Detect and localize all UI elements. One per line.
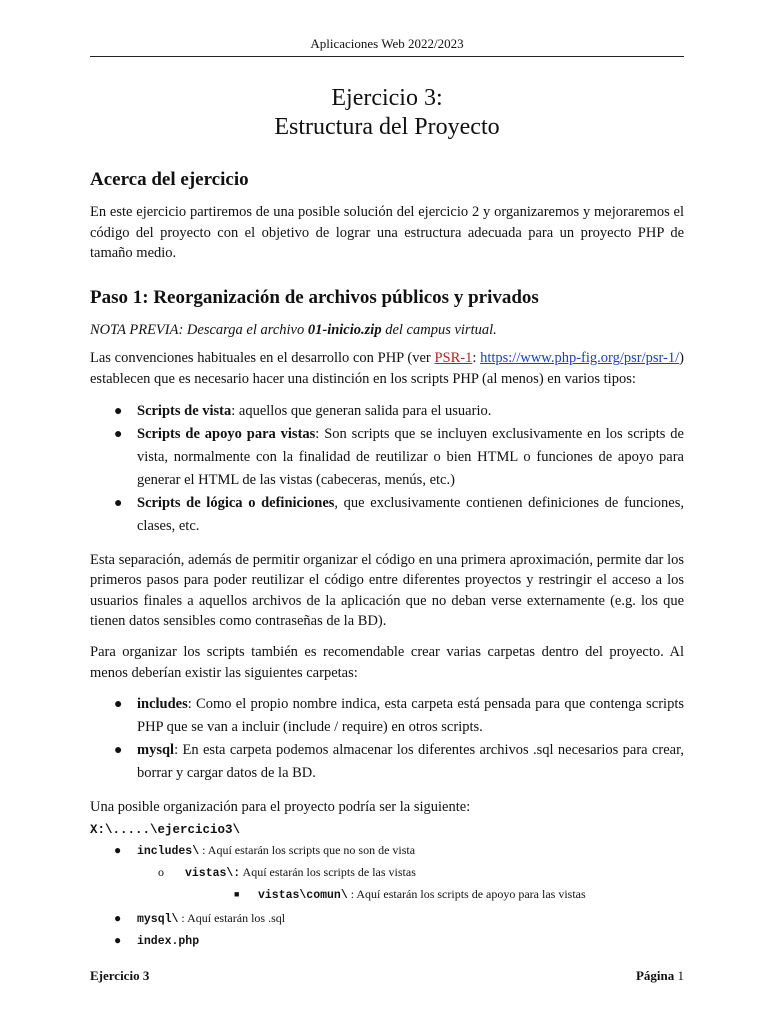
tree-root: X:\.....\ejercicio3\	[90, 822, 241, 837]
folders-intro-paragraph: Para organizar los scripts también es recomendable crear varias carpetas dentro del proyecto. Al menos deberían existir las siguientes carpetas:	[90, 643, 684, 681]
list-item: ● Scripts de lógica o definiciones, que exclusivamente contienen definiciones de funciones, clases, etc.	[90, 492, 684, 538]
footer-left: Ejercicio 3	[90, 968, 150, 983]
bullet-icon: ●	[114, 743, 123, 759]
page-number: 1	[677, 968, 684, 983]
php-fig-url-link[interactable]: https://www.php-fig.org/psr/psr-1/	[480, 350, 680, 367]
conventions-paragraph: Las convenciones habituales en el desarrollo con PHP (ver PSR-1: https://www.php-fig.org/psr/psr-1/) establecen que es necesario hacer una distinción en los scripts PHP (al menos) en varios tipos:	[90, 350, 684, 387]
main-content	[90, 168, 684, 952]
bullet-icon: ●	[114, 842, 122, 857]
list-item: ● includes: Como el propio nombre indica, esta carpeta está pensada para que contenga scripts PHP que se van a incluir (include / require) en otros scripts.	[90, 693, 684, 739]
tree-item-vistas-comun: ■ vistas\comun\ : Aquí estarán los scripts de apoyo para las vistas	[90, 884, 684, 906]
bullet-icon: ●	[114, 932, 122, 947]
tree-item-mysql: ● mysql\ : Aquí estarán los .sql	[90, 908, 684, 930]
organization-intro-paragraph: Una posible organización para el proyecto podría ser la siguiente:	[90, 799, 471, 816]
document-title	[90, 84, 684, 142]
note-paragraph: NOTA PREVIA: Descarga el archivo 01-inicio.zip del campus virtual.	[90, 321, 497, 338]
tree-item-includes: ● includes\ : Aquí estarán los scripts que no son de vista	[90, 840, 684, 862]
circle-bullet-icon: o	[158, 864, 164, 879]
tree-item-index: ● index.php	[90, 930, 684, 952]
list-item: ● Scripts de vista: aquellos que generan salida para el usuario.	[90, 400, 684, 423]
bullet-icon: ●	[114, 403, 123, 419]
title-line-2: Estructura del Proyecto	[274, 114, 500, 140]
running-footer	[90, 968, 684, 984]
bullet-icon: ●	[114, 495, 123, 511]
title-line-1: Ejercicio 3:	[331, 85, 443, 111]
folders-list	[90, 693, 684, 785]
note-filename: 01-inicio.zip	[307, 321, 382, 338]
square-bullet-icon: ■	[234, 888, 240, 899]
section-heading-about: Acerca del ejercicio	[90, 169, 249, 190]
separation-paragraph: Esta separación, además de permitir organizar el código en una primera aproximación, permite dar los primeros pasos para poder reutilizar el código entre diferentes proyectos y restringir el acceso a los usuarios finales a aquellos archivos de la aplicación que no deban verse externamente (e.g. los que tienen datos sensibles como contraseñas de la BD).	[90, 551, 684, 630]
folder-tree	[90, 820, 684, 952]
list-item: ● Scripts de apoyo para vistas: Son scripts que se incluyen exclusivamente en los scripts de vista, normalmente con la finalidad de reutilizar o bien HTML o funciones de apoyo para generar el HTML de las vistas (cabeceras, menús, etc.)	[90, 423, 684, 492]
list-item: ● mysql: En esta carpeta podemos almacenar los diferentes archivos .sql necesarios para crear, borrar y cargar datos de la BD.	[90, 739, 684, 785]
about-paragraph: En este ejercicio partiremos de una posible solución del ejercicio 2 y organizaremos y mejoraremos el código del proyecto con el objetivo de lograr una estructura adecuada para un proyecto PHP de tamaño medio.	[90, 204, 684, 262]
script-types-list	[90, 400, 684, 538]
bullet-icon: ●	[114, 697, 123, 713]
running-header: Aplicaciones Web 2022/2023	[90, 36, 684, 57]
section-heading-step1: Paso 1: Reorganización de archivos públicos y privados	[90, 286, 539, 308]
psr1-link[interactable]: PSR-1	[434, 350, 473, 367]
bullet-icon: ●	[114, 426, 123, 442]
footer-page: Página 1	[635, 968, 684, 983]
tree-item-vistas: o vistas\: Aquí estarán los scripts de las vistas	[90, 862, 684, 884]
bullet-icon: ●	[114, 910, 122, 925]
